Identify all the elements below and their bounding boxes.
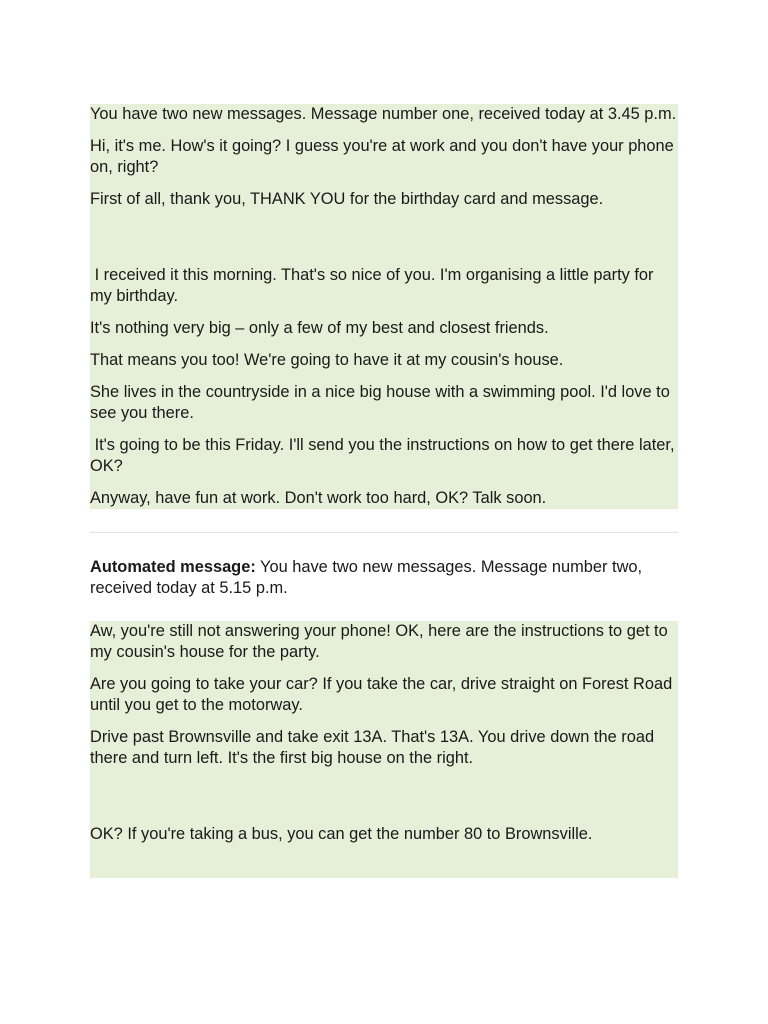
message-two-paragraph: Are you going to take your car? If you take the car, drive straight on Forest Road until you get to the motorway.: [90, 675, 673, 714]
automated-message: [90, 557, 678, 599]
message-one-paragraph: That means you too! We're going to have it at my cousin's house.: [90, 351, 564, 369]
section-divider: [90, 532, 678, 533]
message-two-paragraph: Drive past Brownsville and take exit 13A. That's 13A. You drive down the road there and turn left. It's the first big house on the right.: [90, 728, 655, 767]
message-one-paragraph: Hi, it's me. How's it going? I guess you're at work and you don't have your phone on, right?: [90, 137, 674, 176]
message-two-paragraph: Aw, you're still not answering your phone! OK, here are the instructions to get to my cousin's house for the party.: [90, 622, 668, 661]
automated-message-text: You have two new messages. Message number two, received today at 5.15 p.m.: [90, 558, 647, 597]
document-page: [90, 104, 678, 878]
message-one-paragraph: First of all, thank you, THANK YOU for the birthday card and message.: [90, 190, 604, 208]
automated-message-label: Automated message:: [90, 558, 256, 576]
message-one-paragraph: It's going to be this Friday. I'll send you the instructions on how to get there later, OK?: [90, 436, 680, 475]
message-one-paragraph: It's nothing very big – only a few of my best and closest friends.: [90, 319, 549, 337]
message-one-paragraph: I received it this morning. That's so nice of you. I'm organising a little party for my birthday.: [90, 266, 659, 305]
message-two-paragraph: OK? If you're taking a bus, you can get the number 80 to Brownsville.: [90, 825, 593, 843]
message-one-paragraph: Anyway, have fun at work. Don't work too hard, OK? Talk soon.: [90, 489, 547, 507]
message-one-transcript: [90, 104, 678, 509]
message-two-padding: [90, 845, 678, 878]
message-one-paragraph: She lives in the countryside in a nice big house with a swimming pool. I'd love to see you there.: [90, 383, 670, 422]
message-one-paragraph: You have two new messages. Message number one, received today at 3.45 p.m.: [90, 105, 677, 123]
message-two-transcript: [90, 621, 678, 878]
